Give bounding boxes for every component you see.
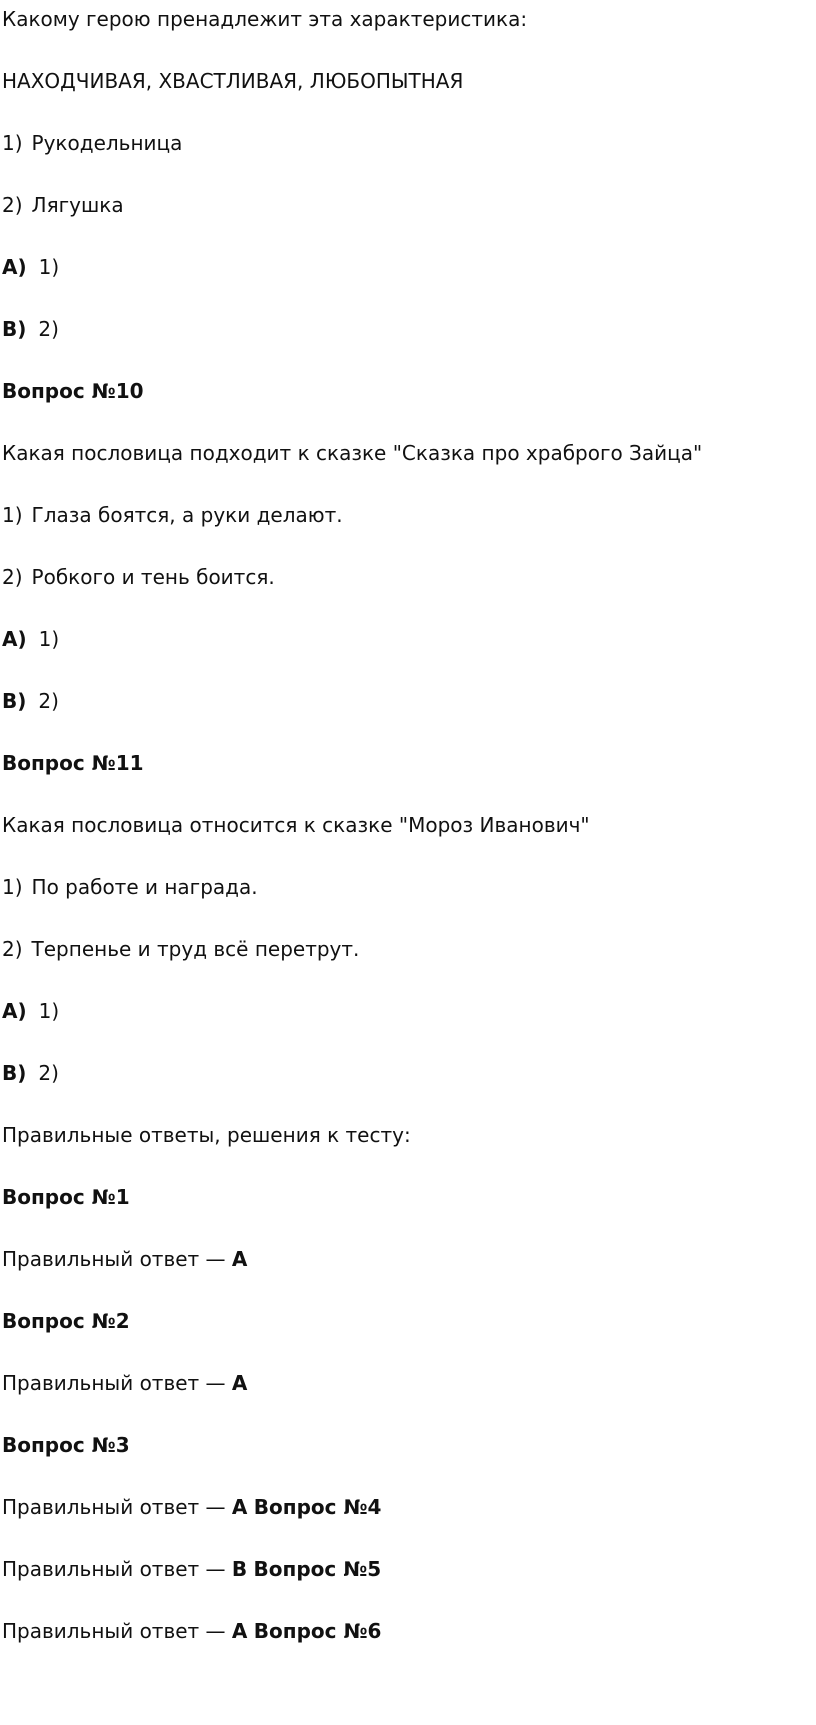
choice-value: 1) [38,255,60,279]
choice-letter: А) [2,627,27,651]
answers-heading: Правильные ответы, решения к тесту: [2,1123,411,1147]
answer-prefix: Правильный ответ — [2,1495,226,1519]
answer-letter: В [231,1557,248,1581]
choice-value: 1) [38,627,60,651]
question-text: Какая пословица относится к сказке "Мороз Иванович" [2,813,590,837]
option-number: 1) [2,875,23,899]
option-number: 1) [2,131,23,155]
option-number: 2) [2,937,23,961]
answer-prefix: Правильный ответ — [2,1371,226,1395]
option-text: Терпенье и труд всё перетрут. [31,937,360,961]
answer-choice [2,998,59,1024]
option-number: 2) [2,193,23,217]
option-item [2,936,359,962]
answer-choice [2,316,59,342]
choice-letter: В) [2,1061,27,1085]
answer-question-heading: Вопрос №1 [2,1185,130,1209]
option-text: Рукодельница [31,131,183,155]
answer-question-heading: Вопрос №6 [253,1619,382,1643]
choice-value: 2) [38,317,59,341]
answer-choice [2,1060,59,1086]
choice-letter: В) [2,689,27,713]
option-text: Лягушка [31,193,124,217]
option-item [2,130,182,156]
answer-prefix: Правильный ответ — [2,1619,226,1643]
answer-question-heading: Вопрос №5 [253,1557,382,1581]
choice-letter: А) [2,255,27,279]
answer-question-heading: Вопрос №2 [2,1309,130,1333]
answer-question-heading: Вопрос №3 [2,1433,130,1457]
question-heading: Вопрос №11 [2,751,144,775]
answer-letter: А [231,1619,248,1643]
choice-letter: В) [2,317,27,341]
option-item [2,564,275,590]
choice-value: 1) [38,999,60,1023]
option-text: По работе и награда. [31,875,258,899]
correct-answer [2,1556,381,1582]
option-text: Робкого и тень боится. [31,565,275,589]
question-heading: Вопрос №10 [2,379,144,403]
option-item [2,502,343,528]
choice-letter: А) [2,999,27,1023]
answer-prefix: Правильный ответ — [2,1247,226,1271]
answer-question-heading: Вопрос №4 [253,1495,382,1519]
answer-choice [2,626,59,652]
answer-choice [2,688,59,714]
option-item [2,192,124,218]
answer-letter: А [231,1247,248,1271]
answer-letter: А [231,1371,248,1395]
answer-choice [2,254,59,280]
question-text: Какая пословица подходит к сказке "Сказка про храброго Зайца" [2,441,703,465]
choice-value: 2) [38,689,59,713]
correct-answer [2,1370,247,1396]
characteristic-traits: НАХОДЧИВАЯ, ХВАСТЛИВАЯ, ЛЮБОПЫТНАЯ [2,69,464,93]
option-item [2,874,258,900]
option-number: 2) [2,565,23,589]
option-number: 1) [2,503,23,527]
answer-prefix: Правильный ответ — [2,1557,226,1581]
question-text: Какому герою пренадлежит эта характеристика: [2,7,528,31]
correct-answer [2,1494,381,1520]
option-text: Глаза боятся, а руки делают. [31,503,343,527]
answer-letter: А [231,1495,248,1519]
correct-answer [2,1246,247,1272]
correct-answer [2,1618,381,1644]
choice-value: 2) [38,1061,59,1085]
